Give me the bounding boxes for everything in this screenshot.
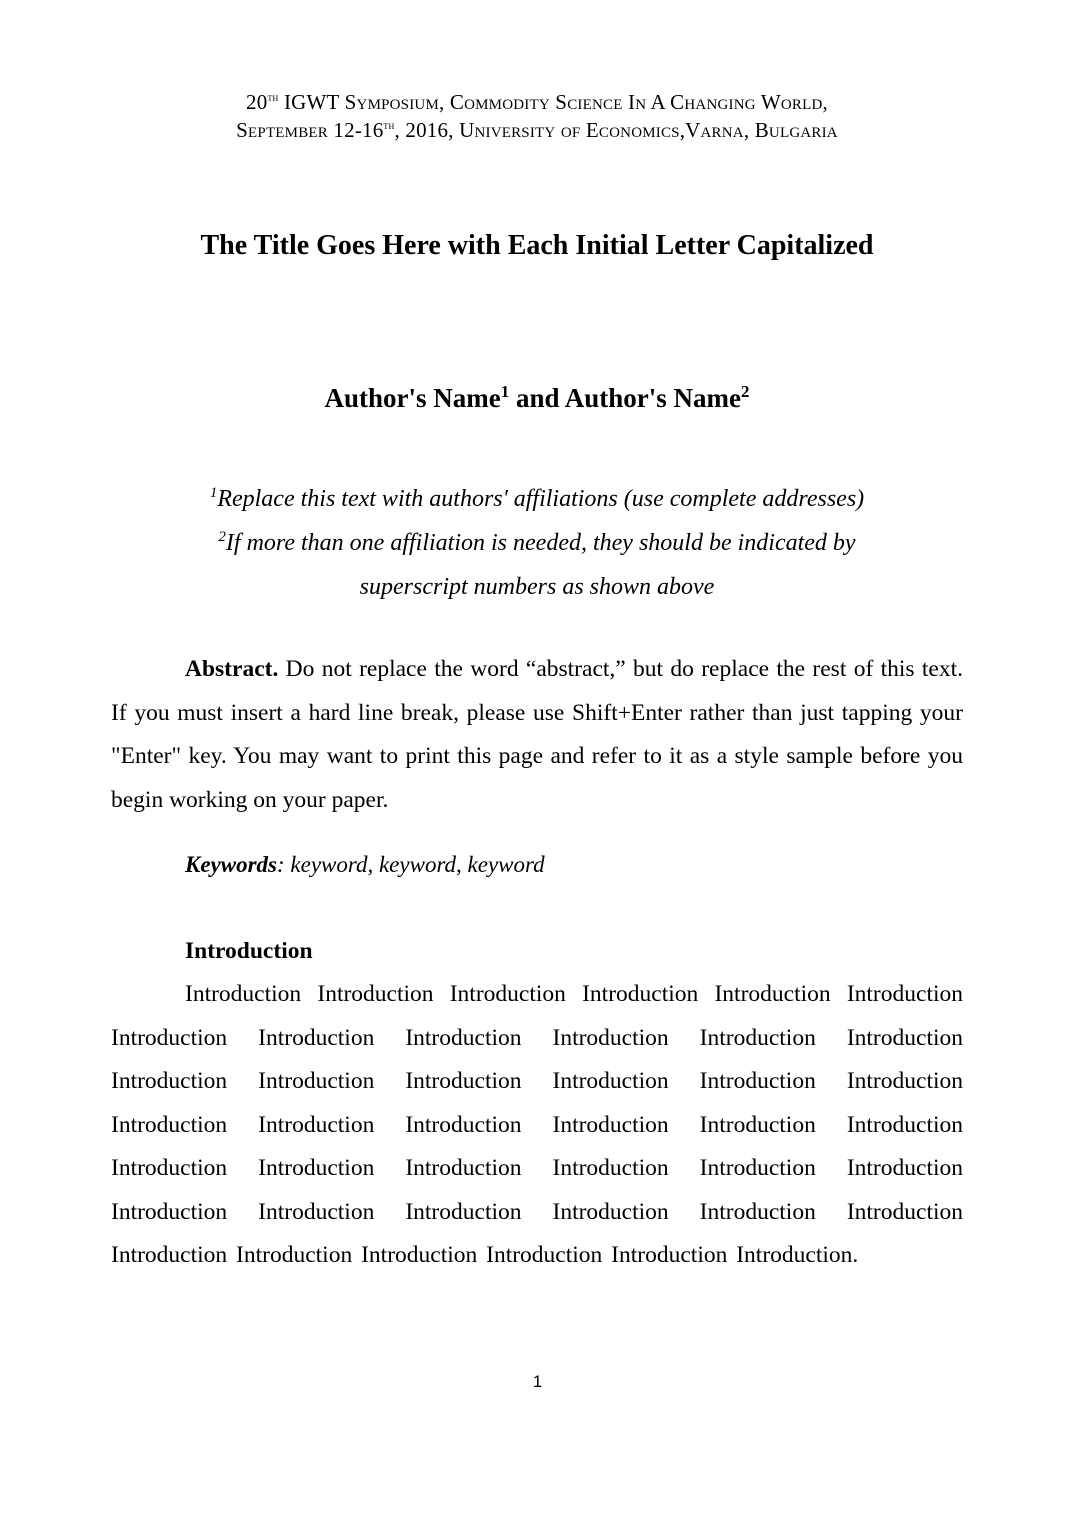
- affiliation-3-text: superscript numbers as shown above: [359, 574, 715, 600]
- header-line1-prefix: 20: [246, 90, 268, 114]
- header-line1-rest: IGWT Symposium, Commodity Science In A Changing World,: [278, 90, 828, 114]
- affiliation-line-2: [111, 521, 963, 565]
- introduction-heading: Introduction: [185, 938, 313, 964]
- authors-separator: and: [509, 383, 565, 413]
- affiliations-block: [111, 477, 963, 609]
- header-line2-rest: , 2016, University of Economics,Varna, Bulgaria: [394, 118, 838, 142]
- abstract-paragraph: [111, 648, 963, 822]
- keywords-line: [185, 843, 963, 886]
- conference-header-line-1: [111, 88, 963, 116]
- affiliation-2-text: If more than one affiliation is needed, they should be indicated by: [225, 530, 856, 556]
- introduction-paragraph: Introduction Introduction Introduction Introduction Introduction Introduction Introduction Introduction Introduction Introduction Introduction Introduction Introduction Introduction Introduction Introduction Introduction Introduction Introduction Introduction Introduction Introduction Introduction Introduction Introduction Introduction Introduction Introduction Introduction Introduction Introduction Introduction Introduction Introduction Introduction Introduction Introduction Introduction Introduction Introduction Introduction Introduction.: [111, 981, 963, 1268]
- author-1-superscript: 1: [500, 382, 510, 401]
- keywords-label: Keywords: [185, 852, 277, 877]
- author-1-name: Author's Name: [324, 383, 501, 413]
- header-line2-prefix: September 12-16: [236, 118, 384, 142]
- page-number: 1: [532, 1372, 543, 1391]
- header-line2-ordinal-superscript: th: [383, 118, 395, 132]
- keywords-text: : keyword, keyword, keyword: [277, 852, 545, 877]
- paper-title: The Title Goes Here with Each Initial Letter Capitalized: [200, 230, 874, 261]
- header-line1-ordinal-superscript: th: [267, 90, 279, 104]
- conference-header: [111, 88, 963, 144]
- author-2-name: Author's Name: [564, 383, 742, 413]
- author-2-superscript: 2: [741, 382, 750, 401]
- affiliation-1-text: Replace this text with authors' affiliations (use complete addresses): [217, 486, 865, 512]
- affiliation-1-superscript: 1: [209, 485, 218, 501]
- authors-line: [111, 381, 963, 415]
- conference-header-line-2: [111, 116, 963, 144]
- affiliation-line-3: [111, 565, 963, 609]
- affiliation-line-1: [111, 477, 963, 521]
- abstract-text: Do not replace the word “abstract,” but do replace the rest of this text. If you must insert a hard line break, please use Shift+Enter rather than just tapping your "Enter" key. You may want to print this page and refer to it as a style sample before you begin working on your paper.: [111, 656, 963, 813]
- abstract-label: Abstract.: [185, 656, 279, 682]
- affiliation-2-superscript: 2: [218, 529, 226, 545]
